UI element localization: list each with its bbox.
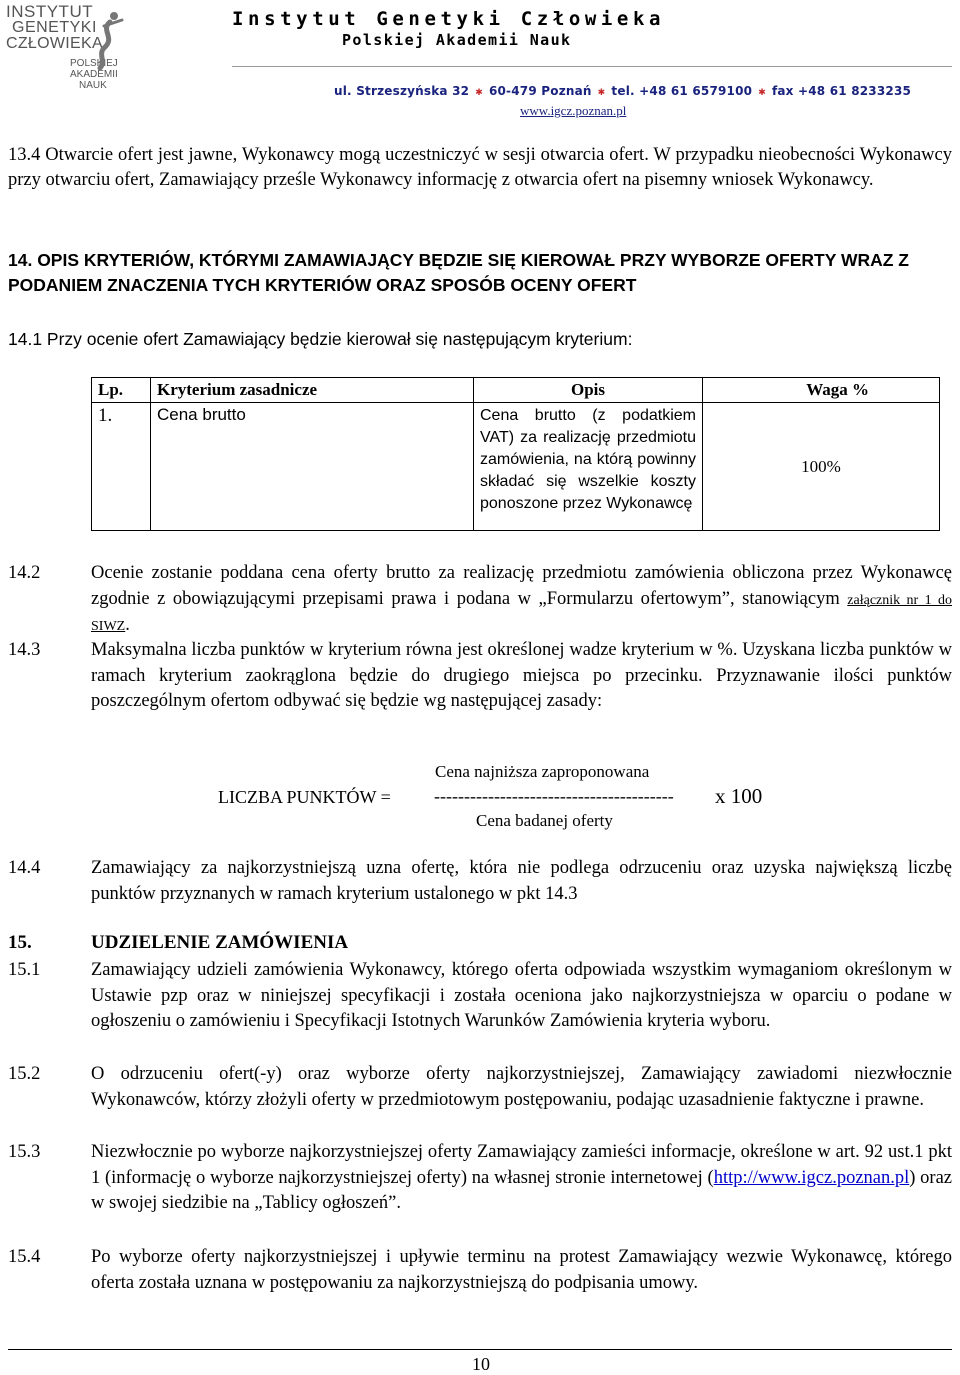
institute-name: Instytut Genetyki Człowieka bbox=[232, 8, 666, 30]
cell-lp: 1. bbox=[92, 403, 151, 531]
cell-description: Cena brutto (z podatkiem VAT) za realizację przedmiotu zamówienia, na którą powinny składać się wszelkie koszty ponoszone przez Wykonawcę bbox=[474, 403, 703, 531]
item-number: 15.1 bbox=[8, 960, 41, 980]
logo-line-1: INSTYTUT bbox=[6, 2, 94, 21]
paragraph-14-3 bbox=[8, 638, 952, 715]
paragraph-14-1: 14.1 Przy ocenie ofert Zamawiający będzie kierował się następującym kryterium: bbox=[8, 329, 633, 349]
formula-fraction-line: ---------------------------------------- bbox=[434, 786, 674, 806]
street-address: ul. Strzeszyńska 32 bbox=[334, 84, 470, 98]
paragraph-15-4 bbox=[8, 1245, 952, 1296]
item-text: Niezwłocznie po wyborze najkorzystniejszej oferty Zamawiający zamieści informacje, określone w art. 92 ust.1 pkt 1 (informację o wyborze najkorzystniejszej oferty) na własnej stronie internetowej ( bbox=[91, 1142, 952, 1188]
separator-star-icon: ✱ bbox=[758, 88, 766, 98]
item-text: Ocenie zostanie poddana cena oferty brutto za realizację przedmiotu zamówienia obliczona przez Wykonawcę zgodnie z obowiązującymi przepisami prawa i podana w „Formularzu ofertowym”, stanowiącym bbox=[91, 563, 952, 609]
attachment-reference: załącznik nr 1 do SIWZ bbox=[91, 592, 953, 634]
contact-line bbox=[334, 84, 911, 98]
table-header-row bbox=[92, 378, 940, 403]
item-number: 14.3 bbox=[8, 640, 41, 660]
paragraph-15-3 bbox=[8, 1140, 952, 1217]
logo-line-3: CZŁOWIEKA bbox=[6, 35, 103, 52]
header-divider bbox=[232, 66, 952, 67]
header-criterion: Kryterium zasadnicze bbox=[151, 378, 474, 403]
item-text: Zamawiający za najkorzystniejszą uzna ofertę, która nie podlega odrzuceniu oraz uzyska największą liczbę punktów przyznanych w ramach kryterium ustalonego w pkt 14.3 bbox=[91, 858, 952, 904]
logo-line-6: NAUK bbox=[79, 80, 107, 91]
fax-number: fax +48 61 8233235 bbox=[771, 84, 912, 98]
item-number: 15.4 bbox=[8, 1247, 41, 1267]
item-number: 14.4 bbox=[8, 858, 41, 878]
institute-website-link[interactable]: http://www.igcz.poznan.pl bbox=[713, 1167, 910, 1188]
separator-star-icon: ✱ bbox=[597, 88, 606, 98]
cell-weight: 100% bbox=[703, 403, 940, 531]
section-title: UDZIELENIE ZAMÓWIENIA bbox=[91, 932, 349, 953]
criteria-table bbox=[91, 377, 940, 531]
figure-icon bbox=[90, 10, 126, 70]
institute-logo bbox=[6, 2, 126, 97]
cell-criterion: Cena brutto bbox=[151, 403, 474, 531]
item-text: Maksymalna liczba punktów w kryterium równa jest określonej wadze kryterium w %. Uzyskana liczba punktów w ramach kryterium zaokrąglona będzie do drugiego miejsca po przecinku. Przyznawanie ilości punktów poszczególnym ofertom odbywać się będzie wg następującej zasady: bbox=[91, 640, 952, 711]
postal-address: 60-479 Poznań bbox=[488, 84, 592, 98]
formula-denominator: Cena badanej oferty bbox=[476, 811, 613, 830]
logo-line-2: GENETYKI bbox=[12, 19, 97, 36]
formula-multiplier: x 100 bbox=[715, 784, 763, 808]
page-number: 10 bbox=[472, 1354, 490, 1374]
item-number: 15.3 bbox=[8, 1142, 41, 1162]
website-link[interactable]: www.igcz.poznan.pl bbox=[520, 103, 627, 118]
separator-star-icon: ✱ bbox=[475, 88, 483, 98]
logo-line-4: POLSKIEJ bbox=[70, 58, 118, 69]
item-text: O odrzuceniu ofert(-y) oraz wyborze oferty najkorzystniejszej, Zamawiający zawiadomi niezwłocznie Wykonawców, którzy złożyli oferty w przedmiotowym postępowaniu, podając uzasadnienie faktyczne i prawne. bbox=[91, 1064, 952, 1110]
paragraph-14-4 bbox=[8, 856, 952, 907]
item-text: Zamawiający udzieli zamówienia Wykonawcy, którego oferta odpowiada wszystkim wymaganiom określonym w Ustawie pzp oraz w niniejszej specyfikacji i została oceniona jako najkorzystniejsza w oparciu o podane w ogłoszeniu o zamówieniu i Specyfikacji Istotnych Warunków Zamówienia kryteria wyboru. bbox=[91, 960, 952, 1031]
footer-divider bbox=[8, 1349, 952, 1350]
header-weight: Waga % bbox=[703, 378, 940, 403]
section-14-heading: 14. OPIS KRYTERIÓW, KTÓRYMI ZAMAWIAJĄCY BĘDZIE SIĘ KIEROWAŁ PRZY WYBORZE OFERTY WRAZ Z PODANIEM ZNACZENIA TYCH KRYTERIÓW ORAZ SPOSÓB OCENY OFERT bbox=[8, 250, 909, 295]
header-lp: Lp. bbox=[92, 378, 151, 403]
section-15-heading bbox=[8, 932, 349, 954]
paragraph-13-4: 13.4 Otwarcie ofert jest jawne, Wykonawcy mogą uczestniczyć w sesji otwarcia ofert. W przypadku nieobecności Wykonawcy przy otwarciu ofert, Zamawiający prześle Wykonawcy informację z otwarcia ofert na pisemny wniosek Wykonawcy. bbox=[8, 145, 952, 190]
logo-line-5: AKADEMII bbox=[70, 69, 118, 80]
paragraph-15-2 bbox=[8, 1062, 952, 1113]
item-text-end: . bbox=[125, 615, 130, 635]
item-number: 14.2 bbox=[8, 563, 41, 583]
item-text: Po wyborze oferty najkorzystniejszej i upływie terminu na protest Zamawiający wezwie Wykonawcę, którego oferta została uznana w postępowaniu za najkorzystniejszą do podpisania umowy. bbox=[91, 1247, 952, 1293]
formula-numerator: Cena najniższa zaproponowana bbox=[435, 762, 650, 781]
header-description: Opis bbox=[474, 378, 703, 403]
section-number: 15. bbox=[8, 932, 32, 953]
letterhead bbox=[0, 0, 960, 120]
table-row bbox=[92, 403, 940, 531]
paragraph-15-1 bbox=[8, 958, 952, 1035]
item-number: 15.2 bbox=[8, 1064, 41, 1084]
paragraph-14-2 bbox=[8, 561, 952, 640]
phone-number: tel. +48 61 6579100 bbox=[611, 84, 753, 98]
formula-label: LICZBA PUNKTÓW = bbox=[218, 787, 391, 807]
academy-name: Polskiej Akademii Nauk bbox=[342, 31, 572, 49]
item-text-end: ) oraz w swojej siedzibie na „Tablicy ogłoszeń”. bbox=[91, 1167, 952, 1213]
